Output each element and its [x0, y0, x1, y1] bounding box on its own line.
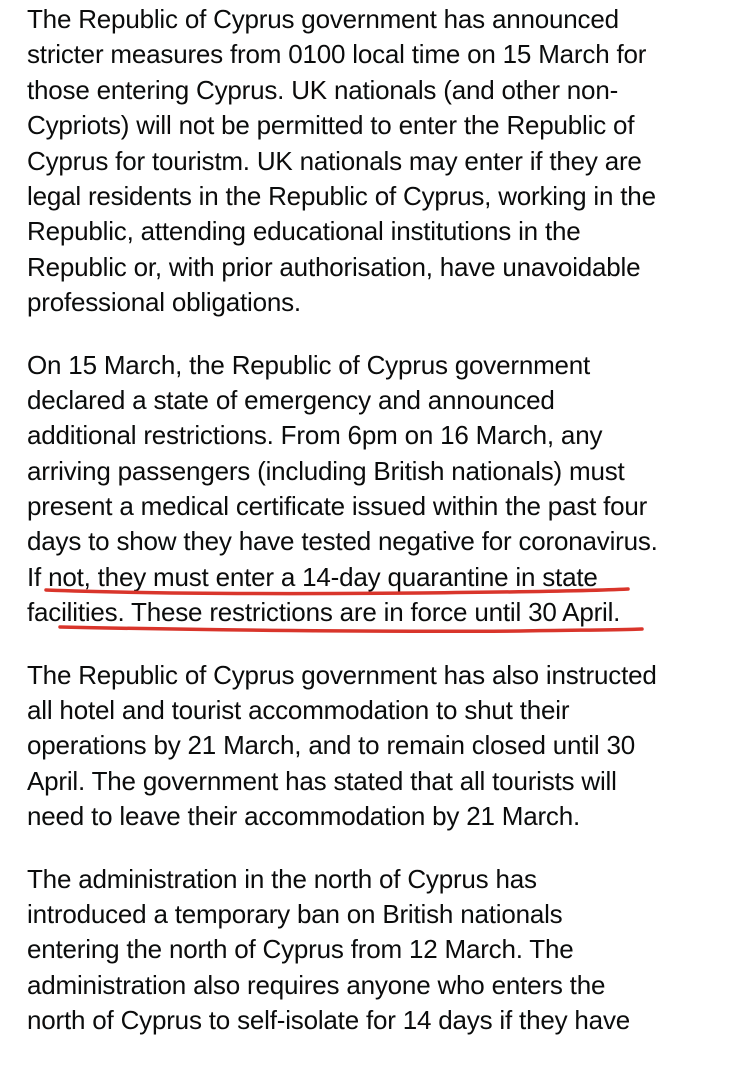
- paragraph-state-of-emergency: [27, 348, 717, 631]
- text-line: entering the north of Cyprus from 12 March. The: [27, 934, 574, 965]
- text-line: need to leave their accommodation by 21 March.: [27, 801, 580, 832]
- text-line: Republic or, with prior authorisation, have unavoidable: [27, 251, 641, 282]
- text-line: April. The government has stated that all tourists will: [27, 765, 617, 796]
- text-line: additional restrictions. From 6pm on 16 March, any: [27, 420, 603, 451]
- text-line: Cypriots) will not be permitted to enter the Republic of: [27, 110, 635, 141]
- text-line: Cyprus for touristm. UK nationals may enter if they are: [27, 145, 642, 176]
- text-line: stricter measures from 0100 local time on 15 March for: [27, 39, 647, 70]
- text-line: declared a state of emergency and announced: [27, 384, 555, 415]
- text-line: On 15 March, the Republic of Cyprus government: [27, 349, 591, 380]
- paragraph-hotel-closures: [27, 658, 717, 835]
- text-line: professional obligations.: [27, 287, 301, 318]
- text-line: those entering Cyprus. UK nationals (and other non-: [27, 74, 619, 105]
- paragraph-entry-measures: [27, 2, 717, 321]
- text-line: introduced a temporary ban on British nationals: [27, 898, 563, 929]
- text-line: operations by 21 March, and to remain closed until 30: [27, 730, 635, 761]
- text-line: The administration in the north of Cyprus has: [27, 863, 537, 894]
- text-line: The Republic of Cyprus government has announced: [27, 4, 619, 34]
- text-line: arriving passengers (including British nationals) must: [27, 455, 625, 486]
- text-line: north of Cyprus to self-isolate for 14 days if they have: [27, 1005, 630, 1036]
- article-body: [27, 2, 717, 1066]
- text-line: present a medical certificate issued within the past four: [27, 491, 648, 522]
- text-line: The Republic of Cyprus government has also instructed: [27, 659, 657, 690]
- text-line-underlined: facilities. These restrictions are in force until 30 April.: [27, 597, 621, 628]
- text-line: administration also requires anyone who enters the: [27, 969, 606, 1000]
- text-line: all hotel and tourist accommodation to shut their: [27, 695, 570, 726]
- paragraph-north-cyprus: [27, 862, 717, 1039]
- text-line: Republic, attending educational institutions in the: [27, 216, 581, 247]
- text-line: days to show they have tested negative for coronavirus.: [27, 526, 658, 557]
- text-line-underlined: If not, they must enter a 14-day quarantine in state: [27, 561, 598, 592]
- text-line: legal residents in the Republic of Cyprus, working in the: [27, 180, 656, 211]
